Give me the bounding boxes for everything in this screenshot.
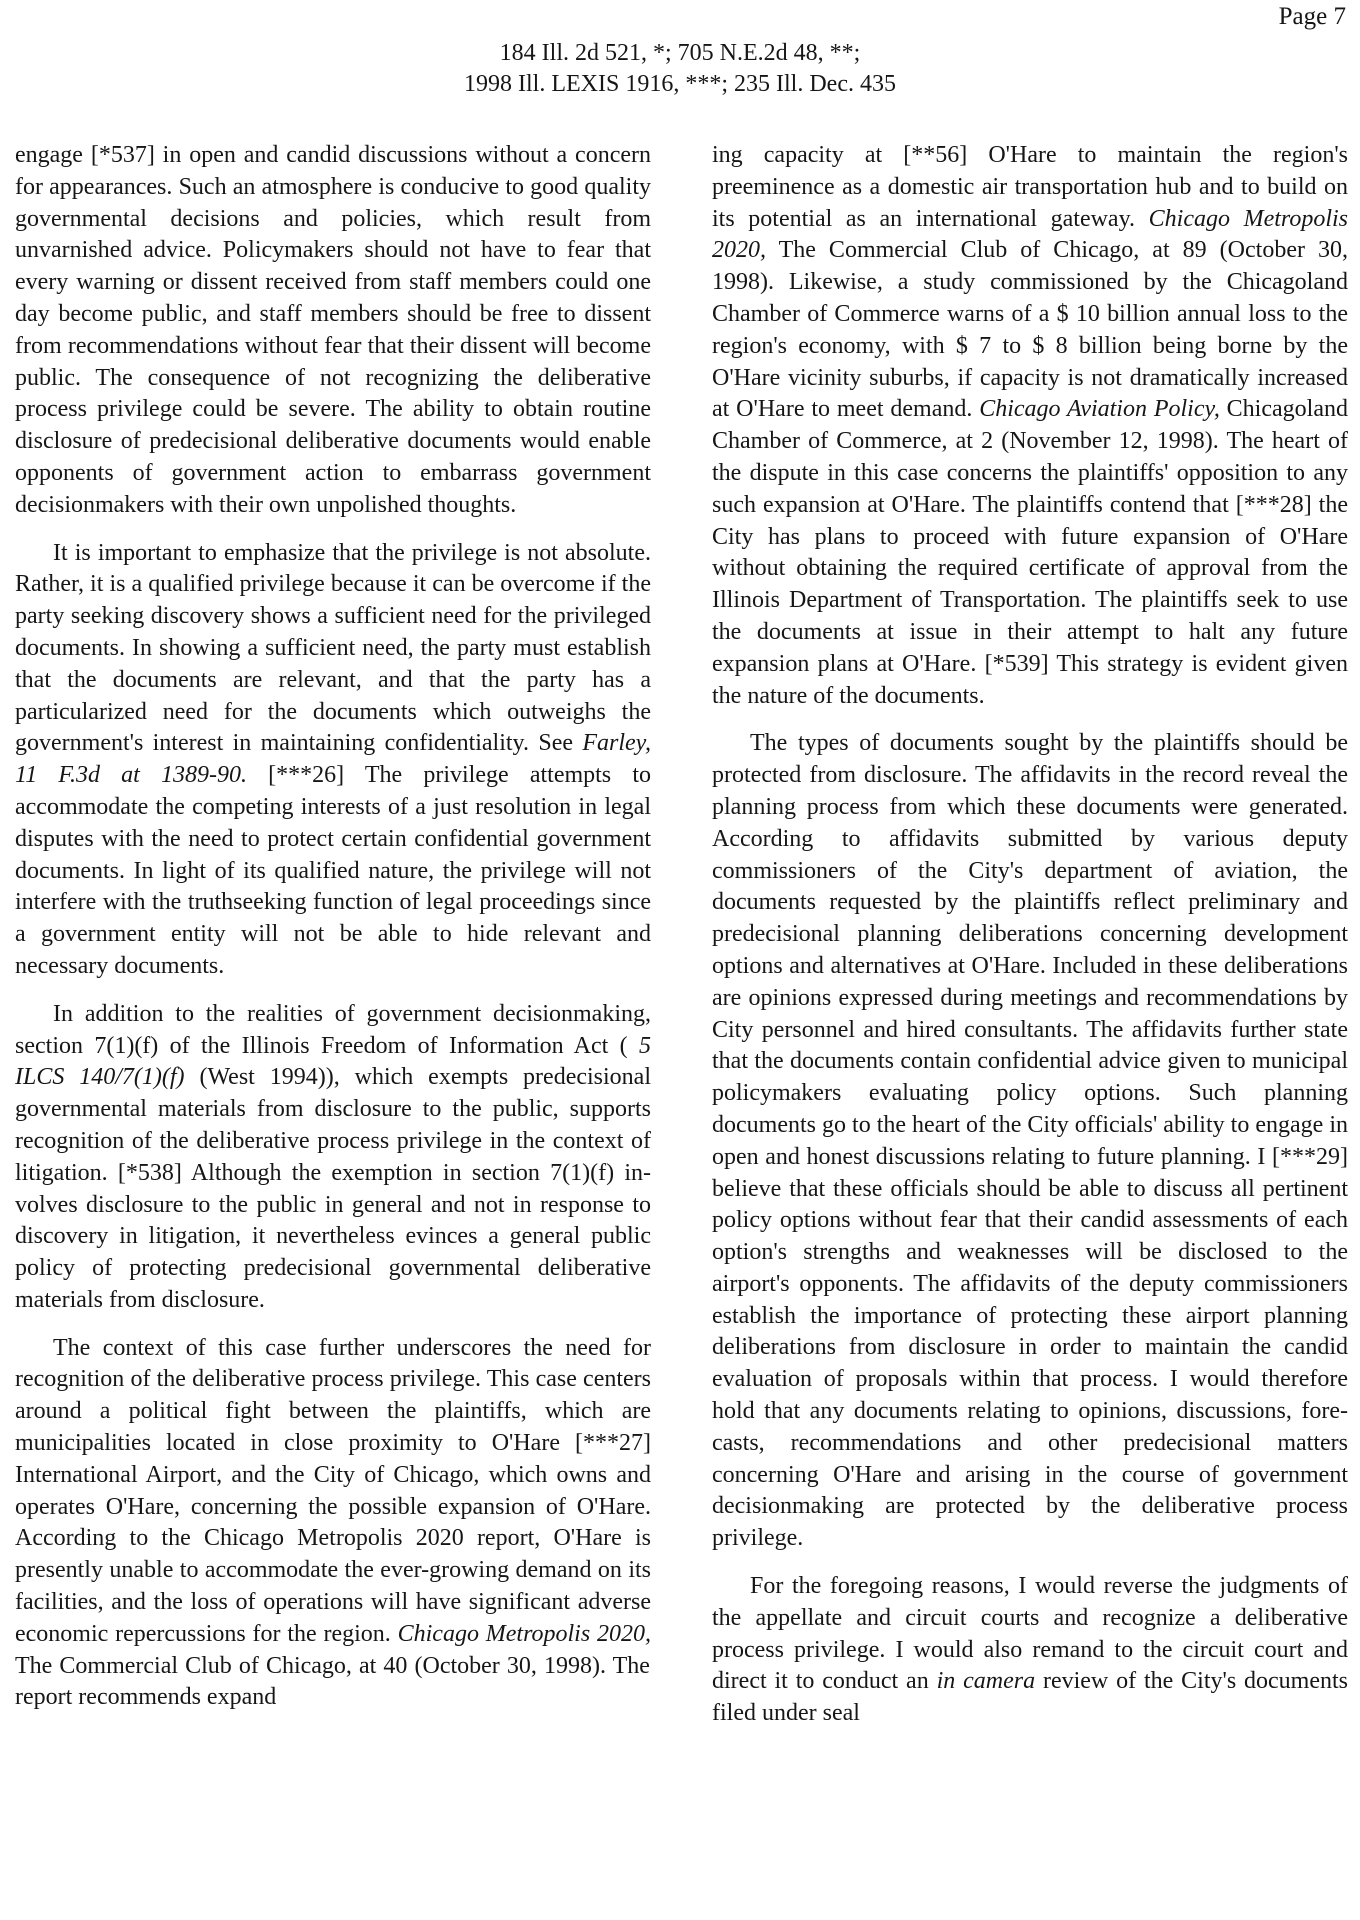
paragraph-text: [***26] The privilege attempts to accommodate the competing interests of a just resolution in legal disputes with the need to protect certain confidential government documents. In light of its qualified nature, the privilege will not interfere with the truthseeking function of legal proceedings since a government entity will not be able to hide relevant and necessary documents. [15,762,651,979]
paragraph [15,999,651,1317]
statute-citation: 5 ILCS 140/7(1)(f) [15,1032,651,1091]
paragraph [712,728,1348,1555]
right-column [712,140,1348,1746]
paragraph [15,1333,651,1715]
citation-line-1: 184 Ill. 2d 521, *; 705 N.E.2d 48, **; [499,40,861,66]
report-citation: Chicago Aviation Policy, [979,396,1220,423]
paragraph-text: The Commercial Club of Chicago, at 89 (October 30, 1998). Likewise, a study commissioned by the Chicagoland Chamber of Commerce warns of a $ 10 billion annual loss to the region's economy, with $ 7 to $ 8 billion being borne by the O'Hare vicinity suburbs, if capacity is not dramatically increased at O'Hare to meet demand. [712,237,1348,423]
left-column [15,140,651,1730]
paragraph-text: Chicagoland Chamber of Commerce, at 2 (November 12, 1998). The heart of the dispute in this case concerns the plaintiffs' opposition to any such expansion at O'Hare. The plaintiffs contend that [***28] the City has plans to proceed with future expansion of O'Hare without obtaining the required certificate of approval from the Illinois Department of Transportation. The plaintiffs seek to use the documents at issue in their attempt to halt any future expansion plans at O'Hare. [*539] This strategy is evident given the nature of the documents. [712,396,1348,709]
paragraph-text: For the foregoing reasons, I would reverse the judgments of the appellate and circuit courts and recognize a deliberative process privilege. I would also remand to the circuit court and direct it to conduct an [712,1573,1348,1695]
latin-term: in camera [936,1668,1036,1695]
paragraph-text: engage [*537] in open and candid discussions without a concern for appearances. Such an atmosphere is conducive to good quality governmental decisions and policies, which result from unvarnished advice. Policymakers should not have to fear that every warning or dissent received from staff members could one day become public, and staff members should be free to dissent from recommendations without fear that their dissent will become public. The consequence of not recognizing the deliberative process privilege could be severe. The ability to obtain routine disclosure of predecisional deliberative documents would enable opponents of government action to embarrass government decisionmakers with their own unpolished thoughts. [15,142,651,518]
paragraph-text: In addition to the realities of government decisionmaking, section 7(1)(f) of the Illinois Freedom of Information Act ( [15,1000,651,1059]
page-number: Page 7 [1278,3,1346,30]
paragraph-text: The types of documents sought by the plaintiffs should be protected from disclosure. The affidavits in the record reveal the planning process from which these documents were generated. According to affidavits submitted by various deputy commissioners of the City's department of aviation, the documents requested by the plaintiffs reflect preliminary and predecisional planning deliberations concerning development options and alternatives at O'Hare. Included in these deliberations are opinions expressed during meetings and recommendations by City personnel and hired consultants. The affidavits further state that the documents contain confidential advice given to municipal policymakers evaluating policy options. Such planning documents go to the heart of the City officials' ability to engage in open and honest discussions relating to future planning. I [***29] believe that these officials should be able to discuss all pertinent policy options without fear that their candid assessments of each option's strengths and weaknesses will be disclosed to the airport's opponents. The affidavits of the deputy commissioners establish the importance of protecting these airport planning deliberations from disclosure in order to maintain the candid evaluation of proposals within that process. I would therefore hold that any documents relating to opinions, discussions, forecasts, recommendations and other predecisional matters concerning O'Hare and arising in the course of government decisionmaking are protected by the deliberative process privilege. [712,730,1348,1552]
paragraph [712,1571,1348,1730]
paragraph [15,140,651,522]
paragraph-text: The context of this case further underscores the need for recognition of the deliberative process privilege. This case centers around a political fight between the plaintiffs, which are municipalities located in close proximity to O'Hare [***27] International Airport, and the City of Chicago, which owns and operates O'Hare, concerning the possible expansion of O'Hare. According to the Chicago Metropolis 2020 report, O'Hare is presently unable to accommodate the ever-growing demand on its facilities, and the loss of operations will have significant adverse economic repercussions for the region. [15,1334,651,1647]
paragraph-text: It is important to emphasize that the privilege is not absolute. Rather, it is a qualified privilege because it can be overcome if the party seeking discovery shows a sufficient need for the privileged documents. In showing a sufficient need, the party must establish that the documents are relevant, and that the party has a particularized need for the documents which outweighs the government's interest in maintaining confidentiality. See [15,539,651,757]
citation-line-2: 1998 Ill. LEXIS 1916, ***; 235 Ill. Dec. 435 [464,71,896,97]
paragraph-text: review of the City's documents filed under seal [712,1668,1348,1727]
paragraph [712,140,1348,712]
report-citation: Chicago Metropolis 2020, [397,1620,651,1647]
case-citation: Farley, 11 F.3d at 1389-90. [15,730,651,789]
report-citation: Chicago Metropolis 2020, [712,205,1349,264]
citation-header [0,38,1360,100]
paragraph-text: The Commercial Club of Chicago, at 40 (October 30, 1998). The report recommends expand [15,1652,650,1711]
paragraph-text: (West 1994)), which exempts predecisional governmental materials from disclosure to the public, supports recognition of the deliberative process privilege in the context of litigation. [*538] Although the exemption in section 7(1)(f) involves disclosure to the public in general and not in response to discovery in litigation, it nevertheless evinces a general public policy of protecting predecisional governmental deliberative materials from disclosure. [15,1064,651,1313]
paragraph [15,538,651,983]
paragraph-text: ing capacity at [**56] O'Hare to maintain the region's preeminence as a domestic air transportation hub and to build on its potential as an international gateway. [712,142,1348,232]
